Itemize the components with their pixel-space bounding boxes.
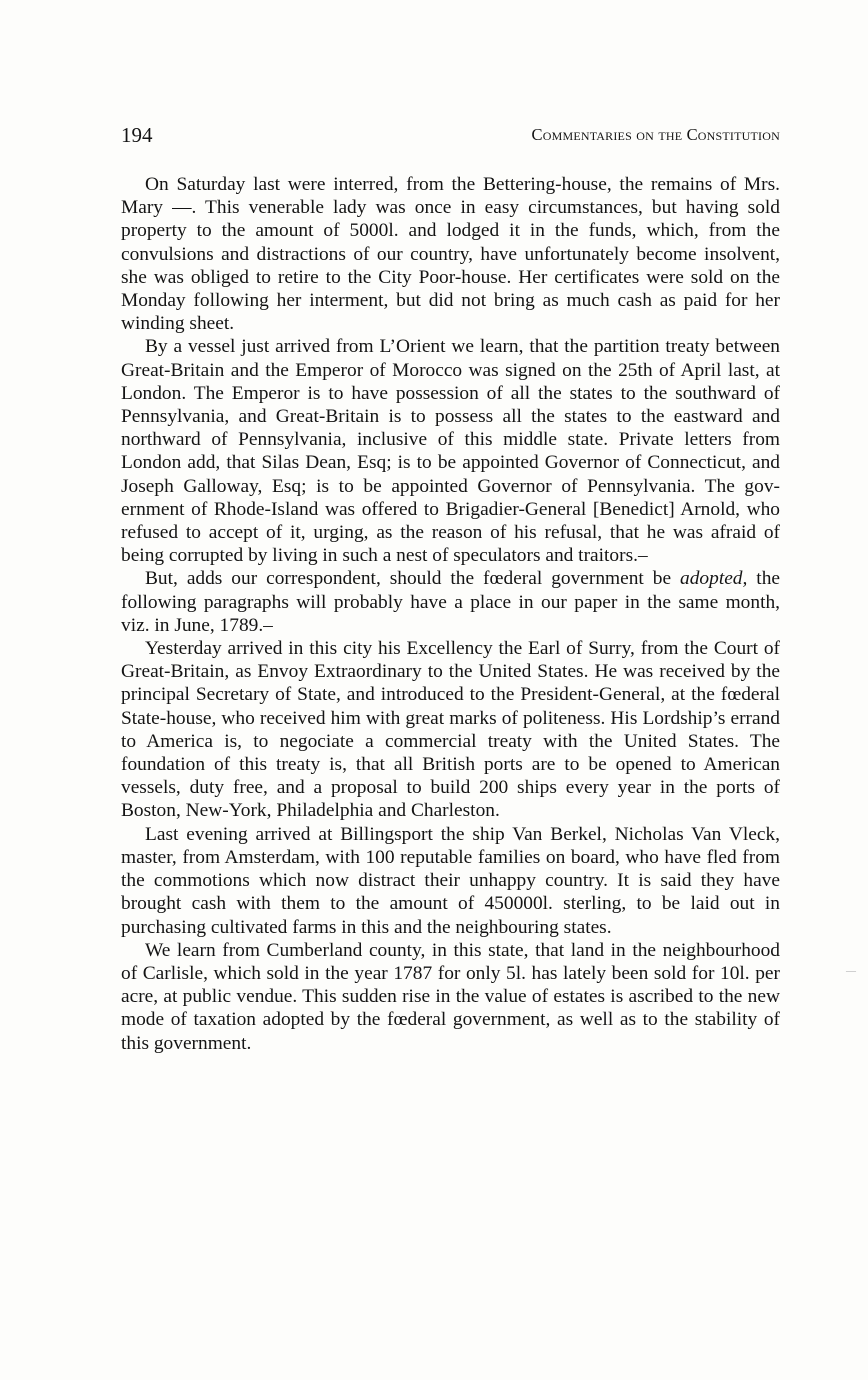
- paragraph-text: Yesterday arrived in this city his Excellency the Earl of Surry, from the Court of Great-Britain, as Envoy Extraordinary to the United States. He was received by the principal Secretary of State, and introduced to the President-General, at the fœderal State-house, who received him with great marks of politeness. His Lordship’s errand to America is, to negociate a commercial treaty with the United States. The foundation of this treaty is, that all British ports are to be opened to American vessels, duty free, and a proposal to build 200 ships every year in the ports of Boston, New-York, Philadelphia and Charleston.: [121, 638, 780, 822]
- paragraph-bettering-house: [121, 173, 780, 335]
- page-number: 194: [121, 123, 153, 147]
- paragraph-text: the following paragraphs will probably have a place in our paper in the same month, viz. in June, 1789.–: [121, 568, 780, 636]
- paragraph-text: By a vessel just arrived from L’Orient we learn, that the partition treaty between Great-Britain and the Emperor of Morocco was signed on the 25th of April last, at London. The Emperor is to have possession of all the states to the southward of Pennsylvania, and Great-Britain is to possess all the states to the eastward and northward of Pennsylvania, inclusive of this middle state. Private letters from London add, that Silas Dean, Esq; is to be appointed Governor of Connecticut, and Joseph Galloway, Esq; is to be appointed Governor of Pennsylvania. The government of Rhode-Island was offered to Brigadier-General [Benedict] Arnold, who refused to accept of it, urging, as the reason of his refusal, that he was afraid of being corrupted by living in such a nest of speculators and traitors.–: [121, 336, 780, 567]
- paragraph-partition-treaty: [121, 335, 780, 567]
- body-text: [121, 173, 780, 1055]
- running-head: Commentaries on the Constitution: [531, 125, 780, 144]
- paragraph-correspondent: [121, 567, 780, 637]
- italic-adopted: adopted,: [680, 568, 748, 590]
- margin-mark: —: [846, 966, 856, 977]
- paragraph-text: But, adds our correspondent, should the fœderal government be: [145, 568, 681, 590]
- paragraph-cumberland-county: [121, 939, 780, 1055]
- paragraph-text: On Saturday last were interred, from the Bettering-house, the remains of Mrs. Mary —. This venerable lady was once in easy circumstances, but having sold property to the amount of 5000l. and lodged it in the funds, which, from the convulsions and distractions of our country, have unfortunately become insolvent, she was obliged to retire to the City Poor-house. Her certificates were sold on the Monday following her interment, but did not bring as much cash as paid for her winding sheet.: [121, 174, 780, 335]
- paragraph-van-berkel: [121, 823, 780, 939]
- page-header: [121, 122, 780, 150]
- paragraph-earl-of-surry: [121, 637, 780, 823]
- paragraph-text: We learn from Cumberland county, in this state, that land in the neighbourhood of Carlisle, which sold in the year 1787 for only 5l. has lately been sold for 10l. per acre, at public vendue. This sudden rise in the value of estates is ascribed to the new mode of taxation adopted by the fœderal government, as well as to the stability of this government.: [121, 939, 780, 1054]
- paragraph-text: Last evening arrived at Billingsport the ship Van Berkel, Nicholas Van Vleck, master, from Amsterdam, with 100 reputable families on board, who have fled from the commotions which now distract their unhappy country. It is said they have brought cash with them to the amount of 450000l. sterling, to be laid out in purchasing cultivated farms in this and the neighbouring states.: [121, 823, 780, 938]
